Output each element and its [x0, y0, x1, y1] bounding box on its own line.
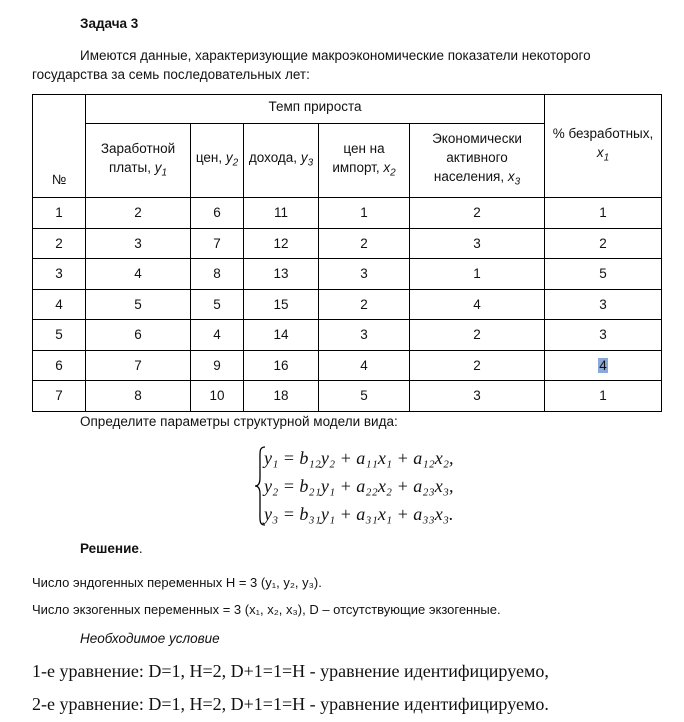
header-variable: x — [596, 145, 604, 161]
table-cell: 2 — [319, 228, 410, 259]
header-growth-rate: Темп прироста — [86, 95, 545, 124]
table-cell: 2 — [319, 289, 410, 320]
table-cell: 3 — [33, 259, 86, 290]
header-subscript: 2 — [232, 157, 239, 169]
table-cell: 2 — [86, 198, 191, 229]
intro-text: Имеются данные, характеризующие макроэкономические показатели некоторого государства за семь последовательных лет: — [32, 48, 591, 82]
header-subscript: 1 — [161, 167, 168, 179]
table-cell: 4 — [319, 350, 410, 381]
solution-heading — [80, 541, 143, 556]
table-cell: 5 — [319, 381, 410, 412]
system-equation-2: y₂ = b₂₁y₁ + a₂₂x₂ + a₂₃x₃, — [264, 476, 454, 496]
header-unemployment — [545, 95, 662, 198]
header-variable: y — [225, 150, 233, 166]
table-cell: 8 — [86, 381, 191, 412]
table-cell: 4 — [191, 320, 244, 351]
header-subscript: 3 — [307, 157, 314, 169]
table-cell: 5 — [545, 259, 662, 290]
table-cell: 6 — [191, 198, 244, 229]
table-cell: 11 — [244, 198, 319, 229]
table-cell: 8 — [191, 259, 244, 290]
selected-value: 4 — [599, 357, 607, 373]
table-cell: 3 — [319, 259, 410, 290]
table-cell: 2 — [410, 350, 545, 381]
table-row — [33, 259, 662, 290]
equation-2-identification: 2-е уравнение: D=1, H=2, D+1=1=H - уравнение идентифицируемо. — [32, 694, 549, 714]
table-cell: 4 — [86, 259, 191, 290]
table-cell: 10 — [191, 381, 244, 412]
table-cell: 4 — [33, 289, 86, 320]
table-cell: 3 — [545, 289, 662, 320]
table-cell: 14 — [244, 320, 319, 351]
header-subscript: 3 — [514, 176, 521, 188]
table-cell: 3 — [319, 320, 410, 351]
table-cell: 1 — [545, 198, 662, 229]
header-subscript: 1 — [603, 152, 610, 164]
table-cell: 3 — [410, 228, 545, 259]
header-text: дохода, — [248, 150, 301, 166]
header-import-prices — [319, 124, 410, 198]
header-text: Заработной платы, — [100, 140, 176, 175]
table-cell — [545, 350, 662, 381]
table-cell: 7 — [191, 228, 244, 259]
table-cell: 2 — [410, 320, 545, 351]
table-cell: 2 — [410, 198, 545, 229]
table-body — [33, 198, 662, 412]
header-variable: x — [507, 169, 515, 185]
table-row — [33, 320, 662, 351]
table-cell: 5 — [86, 289, 191, 320]
define-text: Определите параметры структурной модели вида: — [80, 414, 398, 429]
table-cell: 15 — [244, 289, 319, 320]
header-variable: y — [154, 159, 162, 175]
necessary-condition: Необходимое условие — [80, 631, 220, 646]
table-cell: 9 — [191, 350, 244, 381]
header-number: № — [33, 95, 86, 198]
solution-label: Решение — [80, 541, 139, 556]
table-cell: 12 — [244, 228, 319, 259]
table-cell: 1 — [545, 381, 662, 412]
table-cell: 4 — [410, 289, 545, 320]
exogenous-count: Число экзогенных переменных = 3 (x₁, x₂, x₃), D – отсутствующие экзогенные. — [32, 602, 501, 617]
table-cell: 2 — [33, 228, 86, 259]
table-cell: 5 — [191, 289, 244, 320]
table-row — [33, 228, 662, 259]
header-income — [244, 124, 319, 198]
equation-1-identification: 1-е уравнение: D=1, H=2, D+1=1=H - уравнение идентифицируемо, — [32, 661, 549, 681]
table-row — [33, 350, 662, 381]
system-equation-3: y₃ = b₃₁y₁ + a₃₁x₁ + a₃₃x₃. — [264, 504, 454, 524]
solution-dot: . — [138, 541, 143, 556]
header-wages — [86, 124, 191, 198]
table-cell: 18 — [244, 381, 319, 412]
header-variable: y — [300, 150, 308, 166]
intro-paragraph — [32, 46, 632, 84]
header-text: Экономически активного населения, — [432, 131, 522, 185]
table-cell: 1 — [319, 198, 410, 229]
table-cell: 7 — [86, 350, 191, 381]
system-equation-1: y₁ = b₁₂y₂ + a₁₁x₁ + a₁₂x₂, — [264, 448, 454, 468]
table-row — [33, 198, 662, 229]
table-cell: 3 — [545, 320, 662, 351]
table-cell: 16 — [244, 350, 319, 381]
header-text: % безработных, — [552, 126, 654, 142]
header-subscript: 2 — [390, 167, 396, 179]
header-text: цен на импорт, — [332, 140, 385, 175]
data-table — [32, 94, 662, 412]
table-row — [33, 381, 662, 412]
table-cell: 6 — [33, 350, 86, 381]
table-cell: 1 — [410, 259, 545, 290]
header-variable: x — [383, 159, 391, 175]
task-title: Задача 3 — [80, 16, 139, 31]
header-active-population — [410, 124, 545, 198]
table-cell: 6 — [86, 320, 191, 351]
table-cell: 1 — [33, 198, 86, 229]
table-cell: 3 — [410, 381, 545, 412]
table-row — [33, 289, 662, 320]
table-cell: 13 — [244, 259, 319, 290]
header-text: цен, — [195, 150, 226, 166]
endogenous-count: Число эндогенных переменных H = 3 (y₁, y₂, y₃). — [32, 575, 322, 590]
equation-system — [254, 444, 514, 528]
table-cell: 2 — [545, 228, 662, 259]
table-cell: 7 — [33, 381, 86, 412]
header-prices — [191, 124, 244, 198]
table-cell: 3 — [86, 228, 191, 259]
table-cell: 5 — [33, 320, 86, 351]
